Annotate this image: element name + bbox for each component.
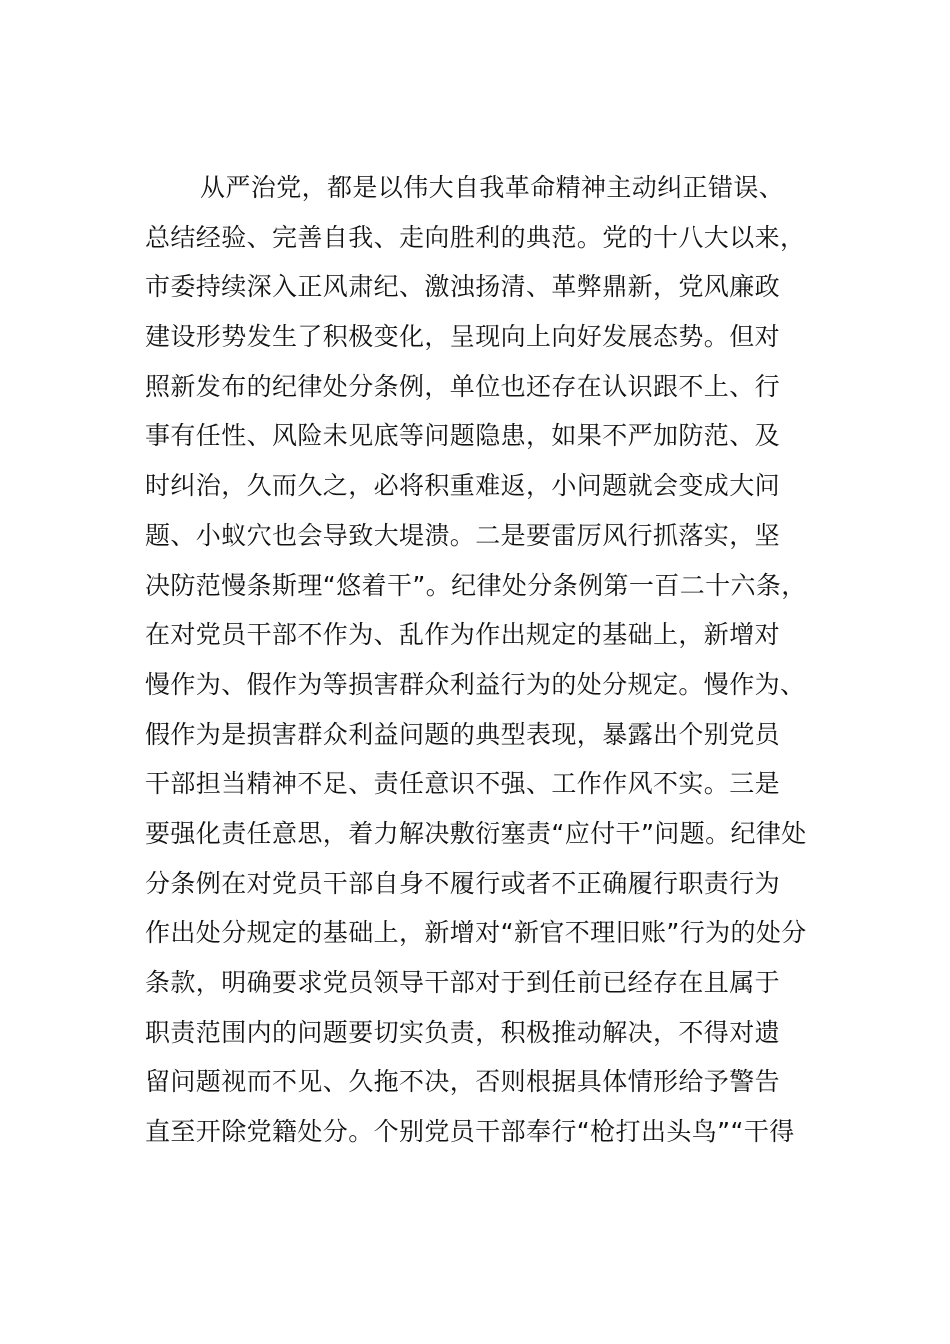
text-line: 干部担当精神不足、责任意识不强、工作作风不实。三是 xyxy=(145,769,781,799)
text-line: 从严治党，都是以伟大自我革命精神主动纠正错误、 xyxy=(200,173,785,202)
text-line: 要强化责任意思，着力解决敷衍塞责“应付干”问题。纪律处 xyxy=(145,818,807,848)
body-paragraph xyxy=(145,163,815,1157)
text-line: 照新发布的纪律处分条例，单位也还存在认识跟不上、行 xyxy=(145,371,781,401)
text-line: 假作为是损害群众利益问题的典型表现，暴露出个别党员 xyxy=(145,719,781,749)
text-line: 题、小蚁穴也会导致大堤溃。二是要雷厉风行抓落实，坚 xyxy=(145,520,781,550)
text-line: 作出处分规定的基础上，新增对“新官不理旧账”行为的处分 xyxy=(145,918,807,948)
text-line: 决防范慢条斯理“悠着干”。纪律处分条例第一百二十六条， xyxy=(145,570,807,600)
text-line: 条款，明确要求党员领导干部对于到任前已经存在且属于 xyxy=(145,968,781,997)
text-line: 建设形势发生了积极变化，呈现向上向好发展态势。但对 xyxy=(145,322,781,352)
text-line: 分条例在对党员干部自身不履行或者不正确履行职责行为 xyxy=(145,868,781,898)
text-line: 市委持续深入正风肃纪、激浊扬清、革弊鼎新，党风廉政 xyxy=(145,272,781,302)
text-line: 总结经验、完善自我、走向胜利的典范。党的十八大以来， xyxy=(145,222,806,252)
text-line: 直至开除党籍处分。个别党员干部奉行“枪打出头鸟”“干得 xyxy=(145,1117,795,1147)
text-line: 留问题视而不见、久拖不决，否则根据具体情形给予警告 xyxy=(145,1067,781,1097)
text-line: 时纠治，久而久之，必将积重难返，小问题就会变成大问 xyxy=(145,471,781,501)
text-line: 慢作为、假作为等损害群众利益行为的处分规定。慢作为、 xyxy=(145,669,806,699)
text-line: 事有任性、风险未见底等问题隐患，如果不严加防范、及 xyxy=(145,421,781,451)
text-line: 职责范围内的问题要切实负责，积极推动解决，不得对遗 xyxy=(145,1017,781,1047)
text-line: 在对党员干部不作为、乱作为作出规定的基础上，新增对 xyxy=(145,620,781,650)
